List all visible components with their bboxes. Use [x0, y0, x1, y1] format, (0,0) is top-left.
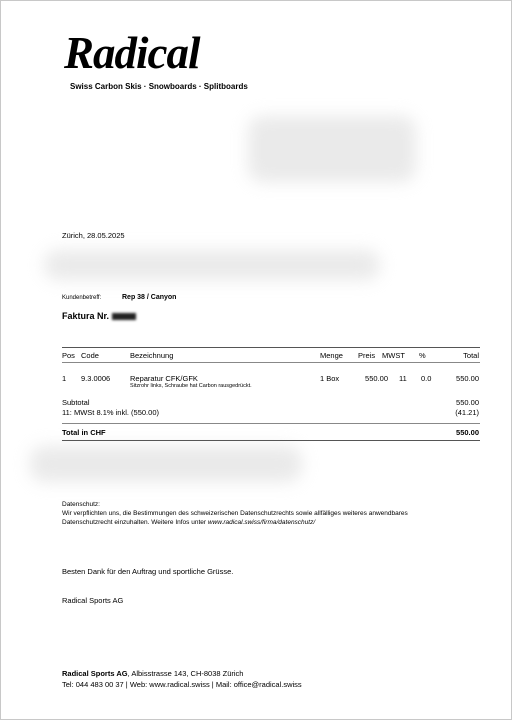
- brand-logo: [64, 28, 200, 78]
- privacy-heading: Datenschutz:: [62, 501, 100, 508]
- redacted-customer-block: [44, 250, 380, 280]
- reference-label: Kundenbetreff:: [62, 295, 102, 301]
- subtotal-value: 550.00: [456, 398, 479, 407]
- privacy-link[interactable]: www.radical.swiss/firma/datenschutz/: [207, 519, 316, 526]
- grand-total-value: 550.00: [456, 428, 479, 437]
- subtotal-label: Subtotal: [62, 398, 90, 407]
- col-quantity-header: Menge: [320, 351, 343, 360]
- footer-address-text: , Albisstrasse 143, CH-8038 Zürich: [127, 669, 244, 678]
- invoice-number: [62, 311, 136, 321]
- col-price-header: Preis: [358, 351, 376, 360]
- row-total: 550.00: [456, 374, 479, 383]
- redacted-invoice-number: [112, 313, 136, 320]
- row-price: 550.00: [365, 374, 388, 383]
- thanks-text: Besten Dank für den Auftrag und sportliche Grüsse.: [62, 567, 234, 576]
- col-description-header: Bezeichnung: [130, 351, 174, 360]
- place-date: Zürich, 28.05.2025: [62, 231, 125, 240]
- vat-value: (41.21): [455, 408, 479, 417]
- privacy-line-2-text: Datenschutzrecht einzuhalten. Weitere Infos unter: [62, 519, 208, 526]
- row-code: 9.3.0006: [81, 374, 111, 383]
- table-top-rule: [62, 347, 480, 348]
- footer-company: Radical Sports AG: [62, 669, 128, 678]
- col-percent-header: %: [419, 351, 426, 360]
- col-vat-header: MWST: [382, 351, 405, 360]
- col-code-header: Code: [81, 351, 99, 360]
- row-vat: 11: [399, 374, 407, 383]
- row-pos: 1: [62, 374, 67, 383]
- logo-wordmark: Radical: [64, 28, 200, 78]
- total-bottom-rule: [62, 440, 480, 441]
- col-pos-header: Pos: [62, 351, 75, 360]
- reference-value: Rep 38 / Canyon: [122, 294, 177, 301]
- signature: Radical Sports AG: [62, 596, 124, 605]
- table-header-rule: [62, 362, 480, 363]
- redacted-payment-block: [30, 446, 302, 482]
- total-top-rule: [62, 423, 480, 424]
- vat-label: 11: MWSt 8.1% inkl. (550.00): [62, 408, 159, 417]
- row-quantity: 1 Box: [320, 374, 340, 383]
- privacy-line-1: Wir verpflichten uns, die Bestimmungen des schweizerischen Datenschutzrechts sowie allfälliges weiteres anwendbares: [62, 510, 408, 517]
- row-note: Sitzrohr links, Schraube hat Carbon rausgedrückt.: [130, 383, 252, 389]
- redacted-recipient-address: [248, 116, 416, 182]
- grand-total-label: Total in CHF: [62, 428, 106, 437]
- footer-address: [62, 669, 243, 678]
- brand-tagline: Swiss Carbon Skis · Snowboards · Splitboards: [70, 82, 248, 91]
- row-percent: 0.0: [421, 374, 432, 383]
- footer-contact: Tel: 044 483 00 37 | Web: www.radical.swiss | Mail: office@radical.swiss: [62, 680, 302, 689]
- privacy-line-2: [62, 518, 315, 527]
- invoice-label: Faktura Nr.: [62, 311, 110, 321]
- col-total-header: Total: [463, 351, 479, 360]
- row-description: Reparatur CFK/GFK: [130, 374, 198, 383]
